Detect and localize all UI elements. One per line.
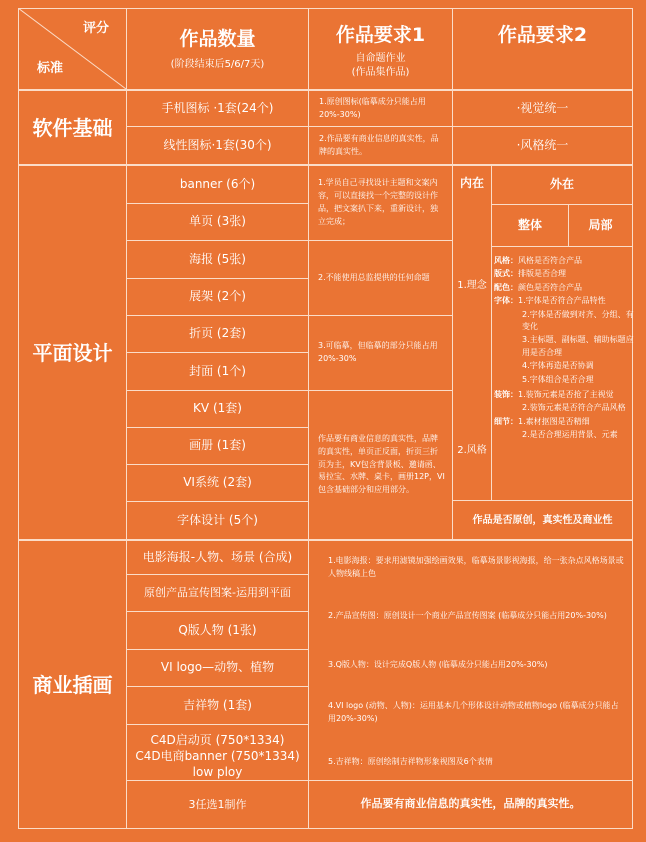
commercial-choice-label: 3任选1制作: [188, 797, 247, 811]
eval-color-val: 颜色是否符合产品: [518, 282, 582, 292]
software-item-2: 线性图标·1套(30个): [163, 137, 272, 152]
eval-style-key: 风格：: [494, 256, 518, 265]
frame-bottom: [18, 828, 633, 829]
graphic-req1-4: 作品要有商业信息的真实性，品牌的真实性，单页正反面，折页三折页为主，KV包含背景板、邀请函、易拉宝、水牌、桌卡，画册12P，VI包含基础部分和应用部分。: [318, 434, 445, 495]
commercial-item-vi-logo: VI logo—动物、植物: [160, 660, 275, 675]
eval-detail-key: 细节：: [494, 416, 518, 426]
graphic-item-vi: VI系统 (2套): [183, 475, 252, 490]
col-sep-2: [308, 8, 309, 829]
eval-detail-line-1: 1.素材抠图是否精细: [518, 416, 590, 426]
eval-deco-line-2: 2.装饰元素是否符合产品风格: [522, 403, 626, 413]
graphic-item-kv: KV (1套): [193, 401, 242, 416]
commercial-item-mascot: 吉祥物 (1套): [183, 697, 252, 712]
eval-detail-line-2: 2.是否合理运用背景、元素: [522, 430, 618, 440]
part-label: 局部: [588, 217, 613, 232]
evaluation-criteria: [494, 255, 634, 442]
commercial-req-5: 5.吉祥物：原创绘制吉祥物形象视图及6个表情: [328, 756, 493, 766]
col2-subtitle-1: 自命题作业: [355, 52, 406, 64]
commercial-req-4: 4.VI logo (动物、人物)：运用基本几个形体设计动物或植物logo (临摹成分只能占用20%-30%): [328, 701, 619, 723]
concept-label: 1.理念: [457, 279, 487, 291]
commercial-c4d-line-2: C4D电商banner (750*1334): [135, 748, 300, 763]
eval-font-line-3: 3.主标题、副标题、辅助标题应用是否合理: [522, 335, 634, 357]
commercial-c4d-line-3: low ploy: [192, 764, 243, 779]
eval-font-line-1: 1.字体是否符合产品特性: [518, 296, 606, 306]
graphic-item-cover: 封面 (1个): [189, 363, 246, 378]
graphic-req1-2: 2.不能使用总监提供的任何命题: [318, 272, 430, 282]
col1-subtitle: (阶段结束后5/6/7天): [170, 58, 265, 70]
graphic-req1-3: 3.可临摹，但临摹的部分只能占用20%-30%: [318, 341, 438, 363]
col2-subtitle-2: (作品集作品): [351, 66, 410, 78]
score-label: 评分: [82, 20, 109, 36]
whole-label: 整体: [517, 217, 542, 232]
commercial-item-movie-poster: 电影海报-人物、场景 (合成): [142, 549, 293, 564]
eval-layout-val: 排版是否合理: [518, 269, 566, 279]
commercial-req-1: 1.电影海报：要求用滤镜加强绘画效果，临摹场景影视海报，给一张杂点风格场景或人物线稿上色: [328, 556, 624, 578]
gd-req-sep-3: [308, 390, 453, 391]
commercial-req-3: 3.Q版人物：设计完成Q版人物 (临摹成分只能占用20%-30%): [328, 659, 548, 669]
graphic-title: 平面设计: [32, 340, 113, 365]
software-item-1: 手机图标 ·1套(24个): [161, 100, 274, 115]
commercial-c4d-line-1: C4D启动页 (750*1334): [150, 732, 285, 747]
graphic-item-poster: 海报 (5张): [189, 251, 246, 266]
eval-font-line-4: 4.字体再造是否协调: [522, 361, 594, 371]
ci-row-5: [126, 724, 309, 725]
eval-font-key: 字体：: [494, 296, 518, 306]
outer-label: 外在: [549, 176, 574, 191]
col2-title: 作品要求1: [335, 23, 426, 46]
graphic-item-display-stand: 展架 (2个): [189, 289, 246, 304]
graphic-req2-footer: 作品是否原创，真实性及商业性: [472, 514, 613, 526]
graphic-item-banner: banner (6个): [179, 176, 256, 191]
graphic-item-fold: 折页 (2套): [189, 326, 246, 341]
graphic-item-album: 画册 (1套): [189, 438, 246, 453]
commercial-footer: 作品要有商业信息的真实性，品牌的真实性。: [360, 797, 581, 811]
software-req1-2: 2.作品要有商业信息的真实性，品牌的真实性。: [319, 134, 439, 156]
software-title: 软件基础: [32, 115, 113, 140]
col-sep-3b: [452, 166, 453, 540]
gd-req-sep-1: [308, 240, 453, 241]
col1-title: 作品数量: [179, 27, 256, 50]
req2-sub-sep-2: [491, 246, 633, 247]
software-req2-2: ·风格统一: [516, 137, 569, 152]
eval-deco-key: 装饰：: [494, 389, 518, 399]
software-req1-1: 1.原创图标(临摹成分只能占用20%-30%): [319, 97, 426, 119]
inner-label: 内在: [459, 176, 484, 191]
gd-req-sep-2: [308, 315, 453, 316]
graphic-req1-1: 1.学员自己寻找设计主题和文案内容，可以直接找一个完整的设计作品，把文案扒下来，重新设计，独立完成；: [318, 178, 438, 226]
eval-style-val: 风格是否符合产品: [518, 256, 582, 265]
software-req2-1: ·视觉统一: [516, 100, 569, 115]
eval-deco-line-1: 1.装饰元素是否抢了主视觉: [518, 389, 614, 399]
commercial-req-2: 2.产品宣传图：原创设计一个商业产品宣传图案 (临摹成分只能占用20%-30%): [328, 610, 607, 620]
commercial-item-product-pattern: 原创产品宣传图案-运用到平面: [144, 585, 291, 599]
commercial-item-q-character: Q版人物 (1张): [178, 622, 257, 637]
eval-font-line-5: 5.字体组合是否合理: [522, 374, 594, 384]
graphic-item-font: 字体设计 (5个): [177, 512, 258, 527]
eval-layout-key: 版式：: [494, 269, 518, 279]
style-label: 2.风格: [457, 444, 487, 456]
commercial-title: 商业插画: [32, 672, 113, 697]
graphic-item-single-page: 单页 (3张): [189, 214, 246, 229]
eval-color-key: 配色：: [494, 282, 518, 292]
standard-label: 标准: [36, 60, 63, 76]
eval-font-line-2: 2.字体是否做到对齐、分组、有变化: [522, 309, 634, 331]
col3-title: 作品要求2: [497, 23, 588, 46]
